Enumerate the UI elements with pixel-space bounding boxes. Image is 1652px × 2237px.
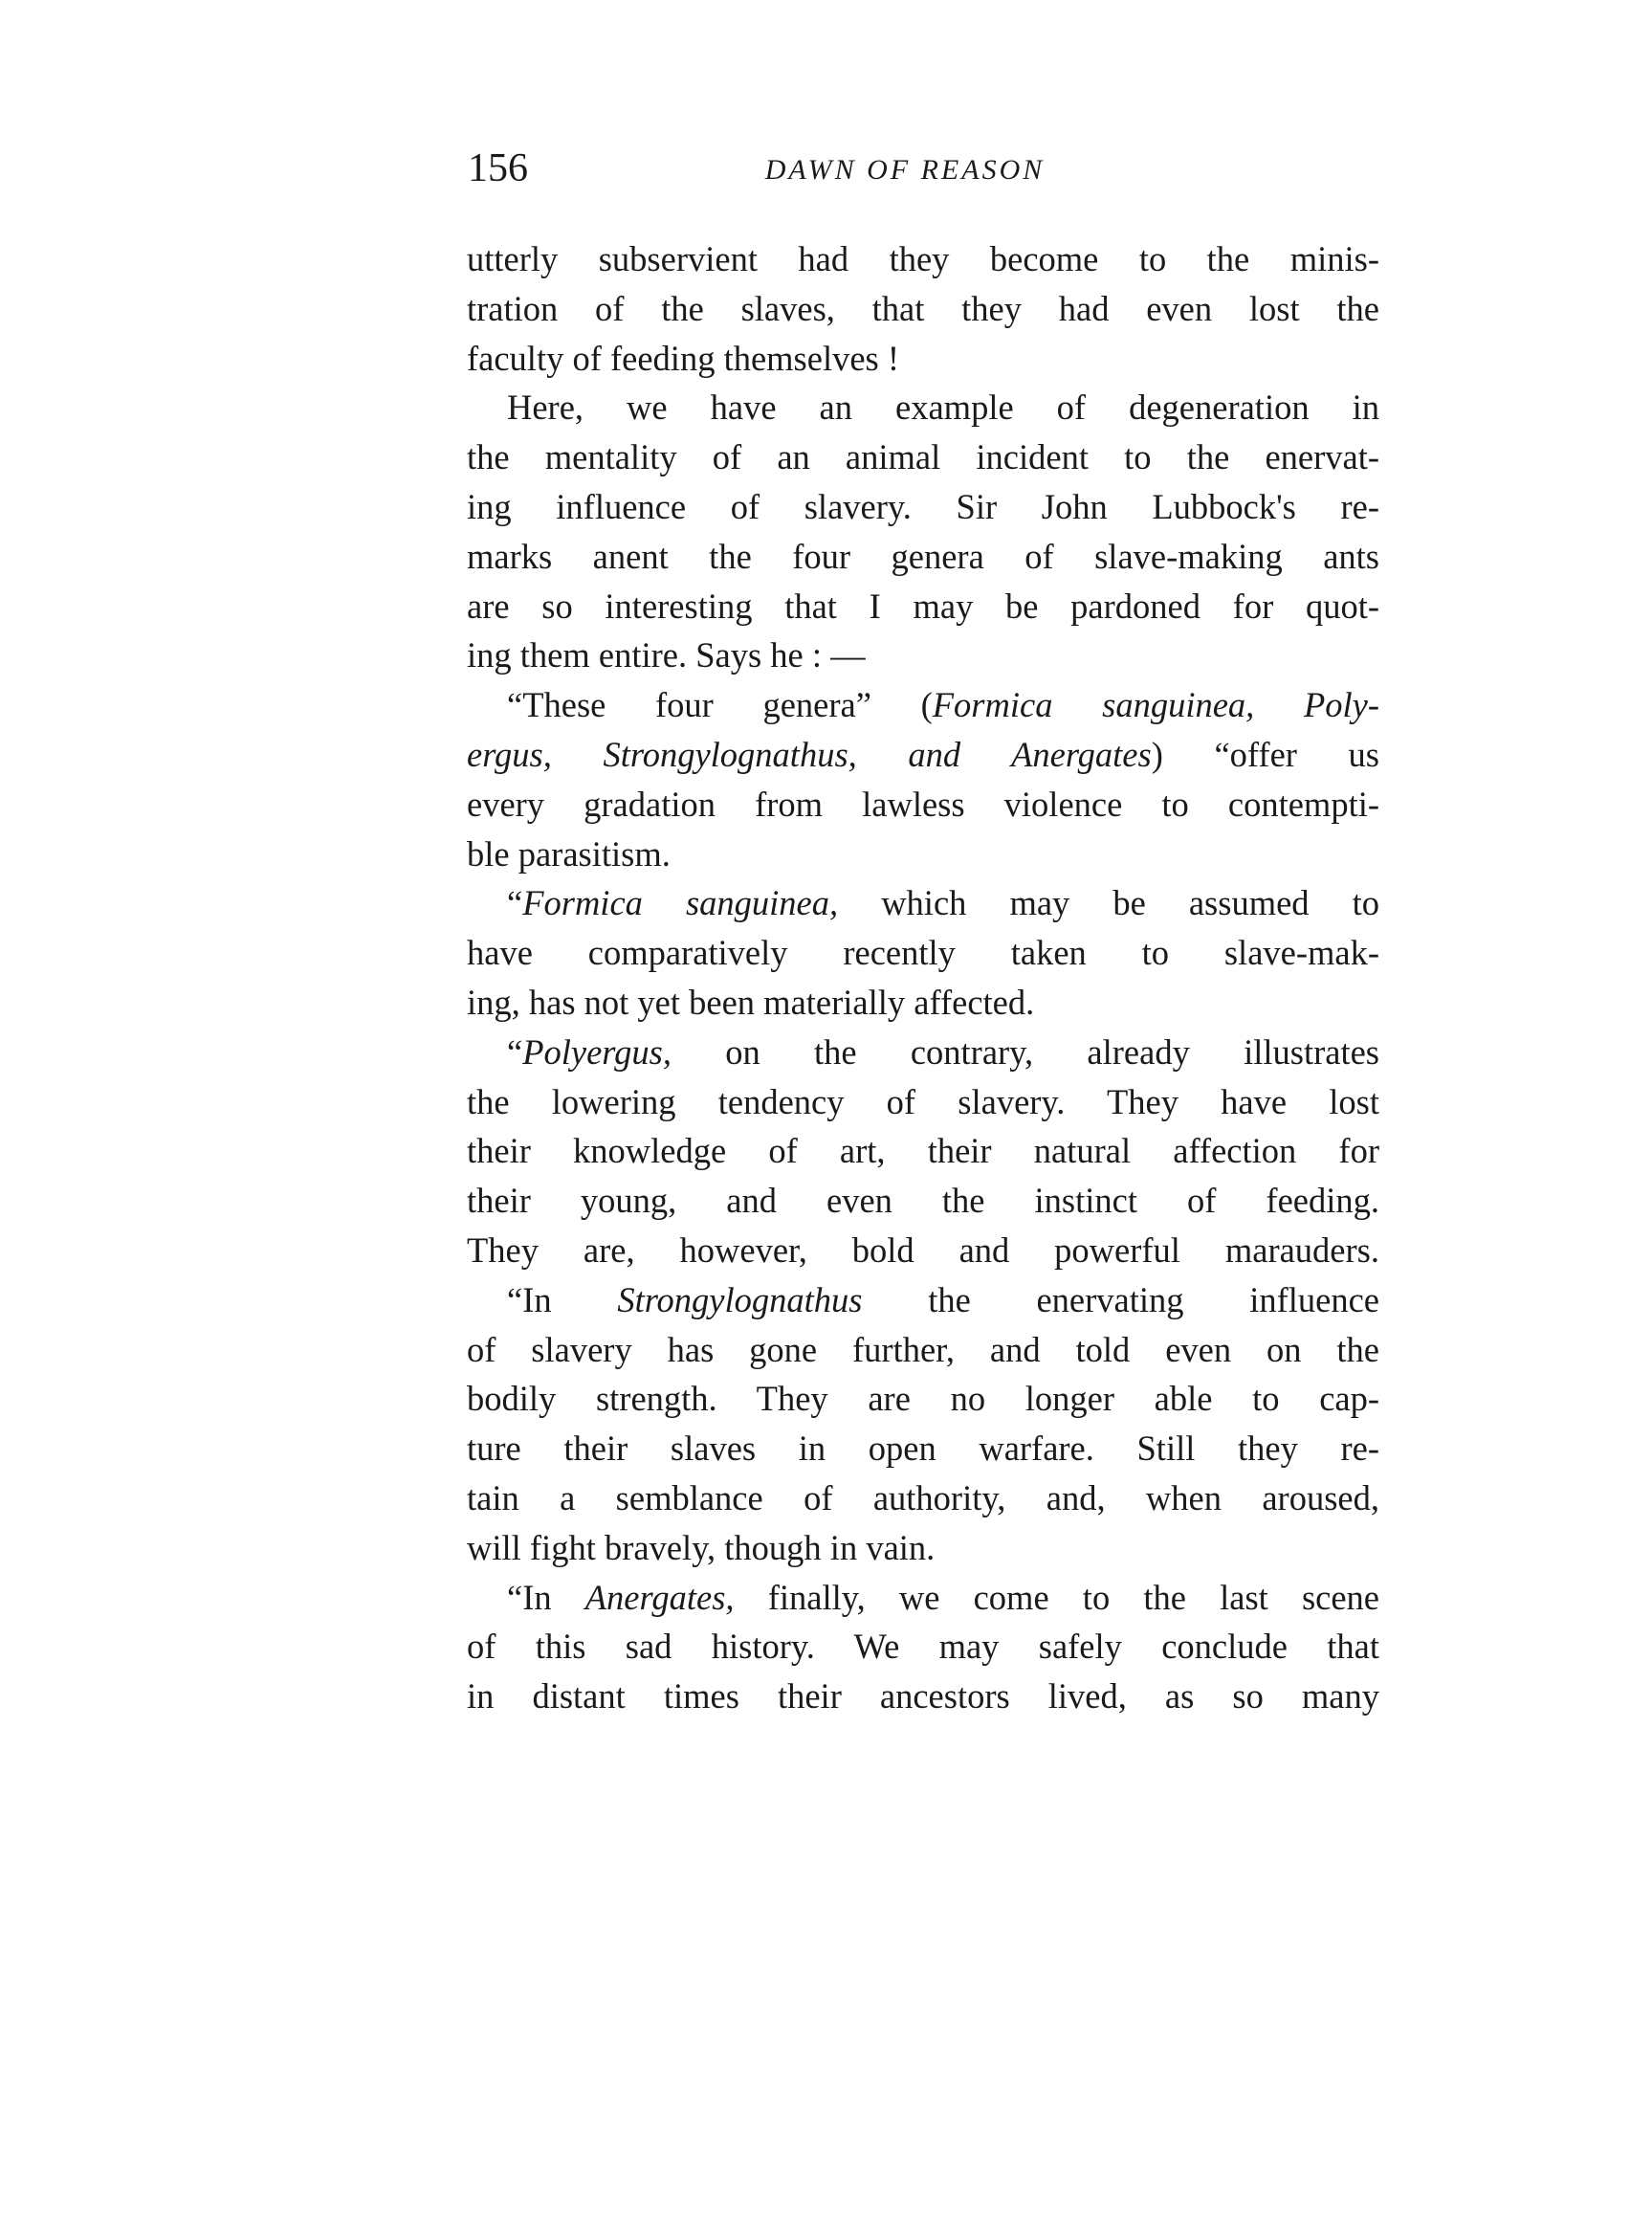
text-run: the mentality of an animal incident to the enervat- — [467, 437, 1379, 477]
text-run: are so interesting that I may be pardoned for quot- — [467, 586, 1379, 626]
text-line — [467, 878, 1379, 928]
text-line — [467, 1226, 1379, 1275]
text-run: will fight bravely, though in vain. — [467, 1527, 936, 1567]
text-line — [467, 830, 1379, 879]
text-run: “These four genera” ( — [507, 685, 933, 725]
italic-text: Polyergus, — [522, 1031, 672, 1072]
text-run: the lowering tendency of slavery. They have lost — [467, 1081, 1379, 1121]
text-line — [467, 780, 1379, 830]
text-run: ing influence of slavery. Sir John Lubbock's re- — [467, 486, 1379, 526]
text-run: ing, has not yet been materially affected. — [467, 982, 1035, 1022]
text-run: the enervating influence — [862, 1279, 1379, 1319]
text-line — [467, 1573, 1379, 1623]
italic-text: Anergates, — [584, 1577, 735, 1617]
text-line — [467, 680, 1379, 730]
text-run: ) “offer us — [1151, 734, 1379, 774]
text-run: bodily strength. They are no longer able to cap- — [467, 1379, 1379, 1419]
text-run: ble parasitism. — [467, 833, 671, 874]
text-run: of slavery has gone further, and told even on the — [467, 1329, 1379, 1369]
text-run: tration of the slaves, that they had even lost the — [467, 288, 1379, 328]
text-line — [467, 730, 1379, 780]
text-run: tain a semblance of authority, and, when aroused, — [467, 1477, 1379, 1517]
text-line — [467, 1176, 1379, 1226]
text-run: their knowledge of art, their natural affection for — [467, 1131, 1379, 1171]
text-run: their young, and even the instinct of feeding. — [467, 1181, 1379, 1221]
text-line — [467, 1077, 1379, 1127]
italic-text: Formica sanguinea, — [522, 883, 839, 923]
text-run: of this sad history. We may safely conclude that — [467, 1627, 1379, 1667]
text-run: Here, we have an example of degeneration in — [507, 388, 1379, 428]
text-run: on the contrary, already illustrates — [671, 1031, 1379, 1072]
text-line — [467, 1424, 1379, 1473]
text-line — [467, 928, 1379, 978]
text-line — [467, 482, 1379, 532]
text-line — [467, 1275, 1379, 1325]
text-line — [467, 1028, 1379, 1077]
text-run: ture their slaves in open warfare. Still they re- — [467, 1429, 1379, 1469]
body-text — [467, 234, 1379, 1721]
text-line — [467, 1523, 1379, 1573]
text-run: “ — [507, 883, 523, 923]
text-line — [467, 284, 1379, 334]
text-run: finally, we come to the last scene — [734, 1577, 1379, 1617]
text-line — [467, 582, 1379, 631]
text-line — [467, 631, 1379, 680]
text-run: utterly subservient had they become to the minis- — [467, 239, 1379, 278]
text-line — [467, 1325, 1379, 1375]
page-number: 156 — [468, 146, 528, 190]
text-line — [467, 532, 1379, 582]
italic-text: Formica sanguinea, Poly- — [932, 685, 1379, 725]
text-run: every gradation from lawless violence to contempti- — [467, 784, 1379, 824]
text-line — [467, 234, 1379, 284]
text-run: They are, however, bold and powerful marauders. — [467, 1229, 1379, 1270]
text-run: “ — [507, 1031, 523, 1072]
text-line — [467, 1672, 1379, 1721]
text-line — [467, 1473, 1379, 1523]
text-line — [467, 978, 1379, 1028]
italic-text: ergus, Strongylognathus, and Anergates — [467, 734, 1152, 774]
text-line — [467, 432, 1379, 482]
text-run: faculty of feeding themselves ! — [467, 338, 900, 378]
text-line — [467, 1126, 1379, 1176]
running-title: DAWN OF REASON — [764, 154, 1046, 186]
text-line — [467, 383, 1379, 432]
text-run: have comparatively recently taken to slave-mak- — [467, 933, 1379, 973]
text-run: which may be assumed to — [838, 883, 1379, 923]
text-line — [467, 1622, 1379, 1672]
text-run: “In — [507, 1577, 585, 1617]
italic-text: Strongylognathus — [617, 1279, 863, 1319]
text-line — [467, 1374, 1379, 1424]
text-run: ing them entire. Says he : — — [467, 635, 866, 676]
text-line — [467, 334, 1379, 384]
text-run: in distant times their ancestors lived, as so many — [467, 1676, 1379, 1717]
text-run: marks anent the four genera of slave-making ants — [467, 536, 1379, 576]
text-run: “In — [507, 1279, 618, 1319]
